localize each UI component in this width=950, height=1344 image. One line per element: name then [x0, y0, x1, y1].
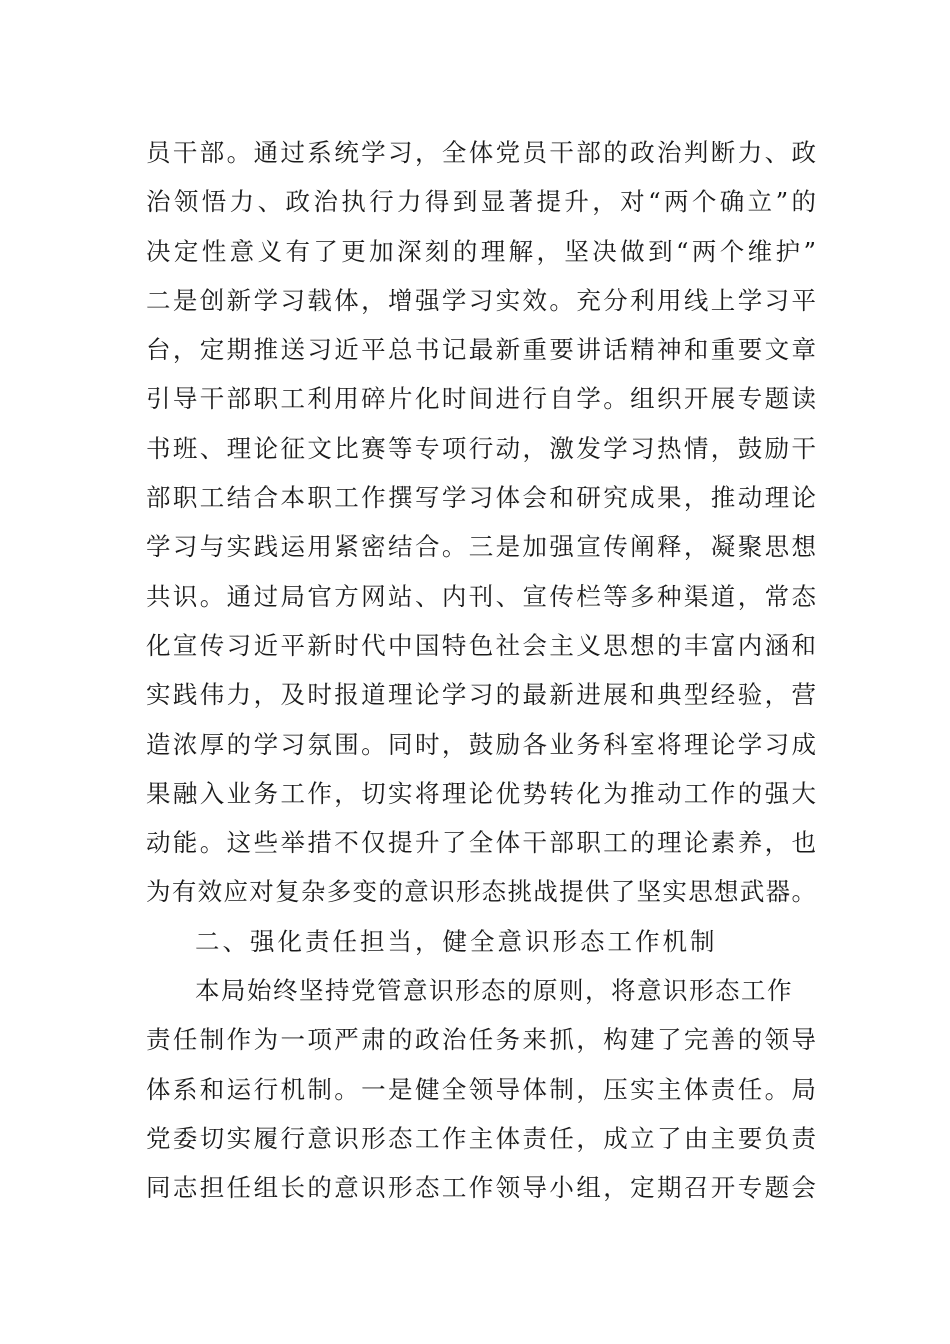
- text-line: 果融入业务工作，切实将理论优势转化为推动工作的强大: [146, 778, 816, 808]
- text-line: 动能。这些举措不仅提升了全体干部职工的理论素养，也: [146, 828, 816, 858]
- text-line: 实践伟力，及时报道理论学习的最新进展和典型经验，营: [146, 680, 816, 710]
- text-line: 党委切实履行意识形态工作主体责任，成立了由主要负责: [146, 1123, 816, 1153]
- section-heading: 二、强化责任担当，健全意识形态工作机制: [195, 926, 718, 956]
- text-line: 引导干部职工利用碎片化时间进行自学。组织开展专题读: [146, 384, 816, 414]
- text-line: 责任制作为一项严肃的政治任务来抓，构建了完善的领导: [146, 1025, 816, 1055]
- text-line: 共识。通过局官方网站、内刊、宣传栏等多种渠道，常态: [146, 581, 816, 611]
- text-line: 体系和运行机制。一是健全领导体制，压实主体责任。局: [146, 1074, 816, 1104]
- text-line: 造浓厚的学习氛围。同时，鼓励各业务科室将理论学习成: [146, 729, 816, 759]
- text-line: 书班、理论征文比赛等专项行动，激发学习热情，鼓励干: [146, 433, 816, 463]
- text-line: 员干部。通过系统学习，全体党员干部的政治判断力、政: [146, 138, 816, 167]
- text-line: 台，定期推送习近平总书记最新重要讲话精神和重要文章: [146, 335, 816, 365]
- text-line: 治领悟力、政治执行力得到显著提升，对“两个确立”的: [146, 187, 816, 217]
- text-line: 为有效应对复杂多变的意识形态挑战提供了坚实思想武器。: [146, 877, 816, 907]
- text-line: 化宣传习近平新时代中国特色社会主义思想的丰富内涵和: [146, 630, 816, 660]
- text-line: 部职工结合本职工作撰写学习体会和研究成果，推动理论: [146, 483, 816, 513]
- text-line: 学习与实践运用紧密结合。三是加强宣传阐释，凝聚思想: [146, 532, 816, 562]
- text-line: 决定性意义有了更加深刻的理解，坚决做到“两个维护”: [146, 236, 816, 266]
- paragraph-first-line: 本局始终坚持党管意识形态的原则，将意识形态工作: [195, 976, 793, 1006]
- body-text: [146, 128, 816, 1213]
- text-line: 同志担任组长的意识形态工作领导小组，定期召开专题会: [146, 1173, 816, 1203]
- text-line: 二是创新学习载体，增强学习实效。充分利用线上学习平: [146, 285, 816, 315]
